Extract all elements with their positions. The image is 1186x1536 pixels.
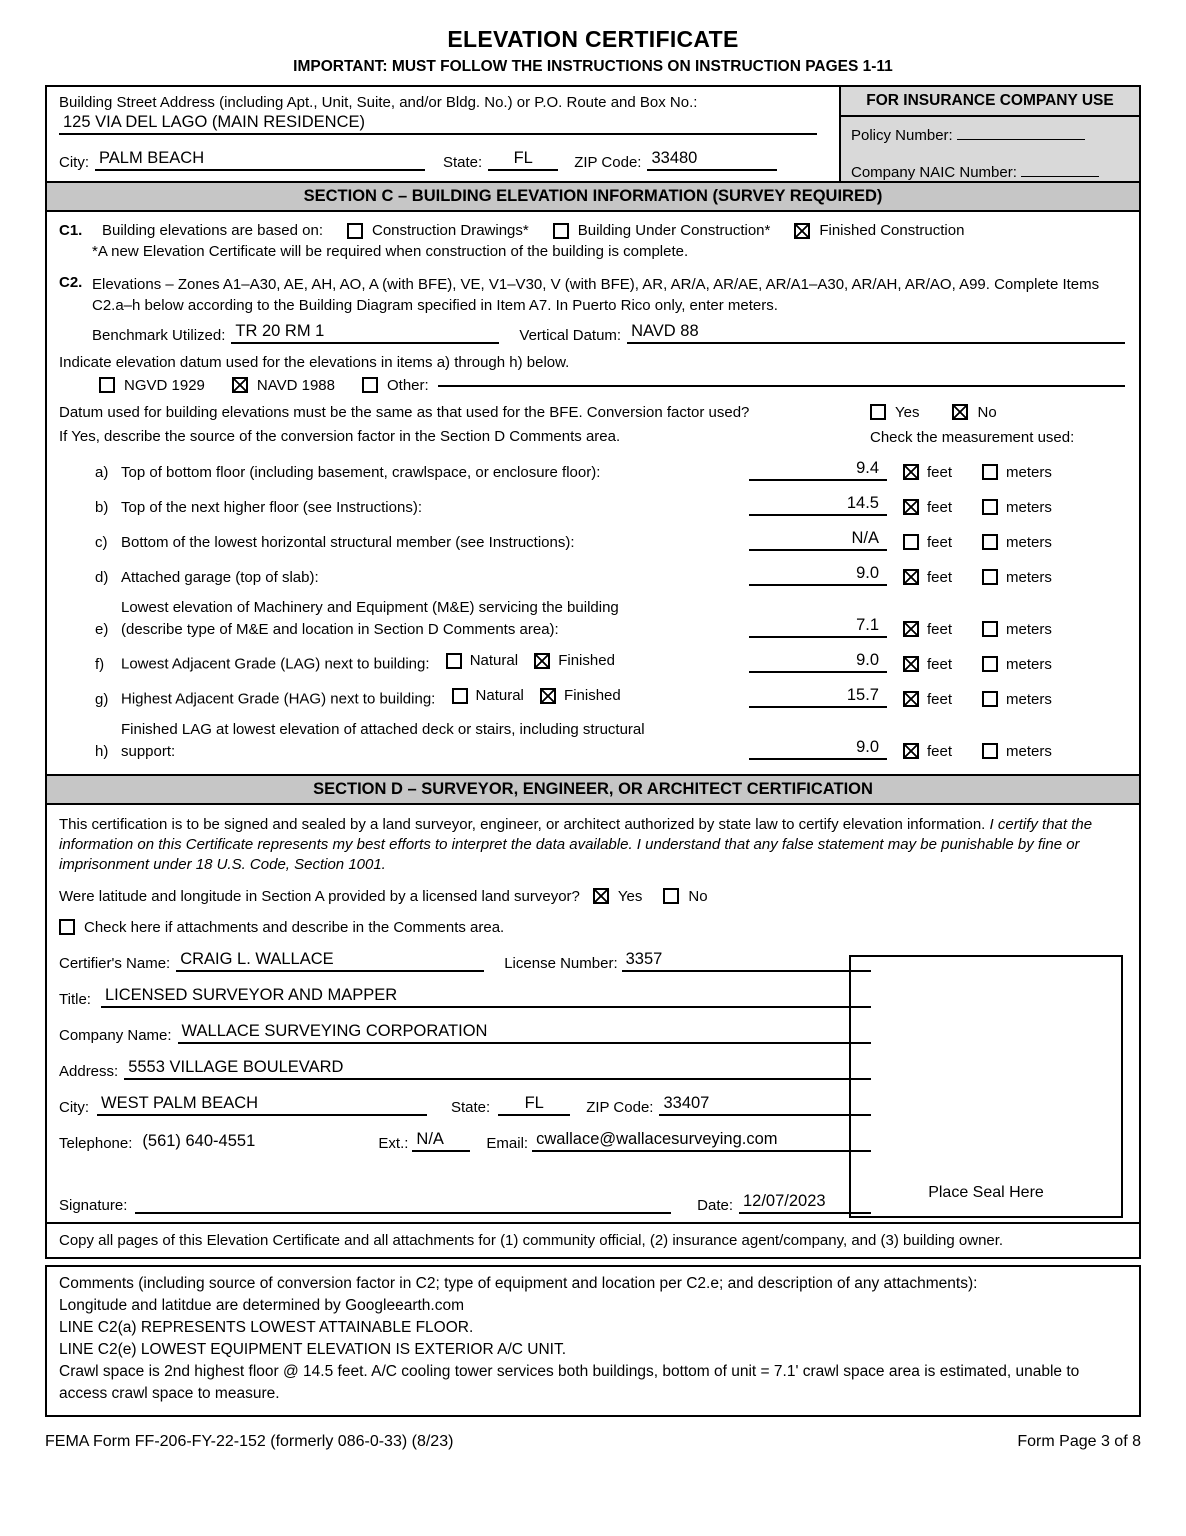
address-box (45, 85, 1141, 183)
attachments-label: Check here if attachments and describe in the Comments area. (84, 918, 505, 936)
city-field[interactable]: PALM BEACH (95, 149, 425, 171)
checkbox-row-d-feet[interactable] (903, 569, 919, 585)
checkbox-latlong-yes[interactable] (593, 888, 609, 904)
row-e-value-field[interactable]: 7.1 (749, 616, 887, 638)
checkbox-row-b-feet[interactable] (903, 499, 919, 515)
row-g-text: Highest Adjacent Grade (HAG) next to building: Natural Finished (121, 687, 621, 708)
checkbox-building-under-construction[interactable] (553, 223, 569, 239)
certification-paragraph (59, 815, 1127, 876)
page-footer (45, 1433, 1141, 1451)
telephone-field[interactable]: (561) 640-4551 (142, 1131, 256, 1150)
checkbox-construction-drawings[interactable] (347, 223, 363, 239)
navd-1988-label: NAVD 1988 (256, 376, 335, 394)
d-zip-label: ZIP Code: (586, 1098, 654, 1116)
certifier-fields (59, 950, 871, 1214)
d-state-field[interactable]: FL (498, 1094, 570, 1116)
comment-line: Longitude and latitdue are determined by Googleearth.com (59, 1296, 464, 1314)
insurance-company-box (839, 87, 1139, 181)
conversion-yes-label: Yes (895, 403, 920, 421)
state-field[interactable]: FL (488, 149, 558, 171)
checkbox-other-datum[interactable] (362, 377, 378, 393)
email-field[interactable]: cwallace@wallacesurveying.com (532, 1130, 871, 1152)
row-b-value-field[interactable]: 14.5 (749, 494, 887, 516)
naic-number-label: Company NAIC Number: (851, 164, 1017, 181)
copy-note: Copy all pages of this Elevation Certificate and all attachments for (1) community official, (2) insurance agent/company, and (3) building owner. (47, 1222, 1139, 1257)
row-f-meters-label: meters (1006, 655, 1052, 673)
checkbox-row-f-meters[interactable] (982, 656, 998, 672)
row-e-feet-label: feet (927, 620, 953, 638)
d-address-label: Address: (59, 1062, 119, 1080)
section-d-header: SECTION D – SURVEYOR, ENGINEER, OR ARCHITECT CERTIFICATION (45, 774, 1141, 805)
checkbox-latlong-no[interactable] (663, 888, 679, 904)
row-d-letter: d) (95, 568, 109, 586)
d-zip-field[interactable]: 33407 (659, 1094, 871, 1116)
d-state-label: State: (451, 1098, 491, 1116)
ext-label: Ext.: (378, 1134, 409, 1152)
policy-number-field[interactable] (957, 126, 1085, 140)
row-g-letter: g) (95, 690, 109, 708)
policy-number-label: Policy Number: (851, 127, 953, 144)
checkbox-ngvd-1929[interactable] (99, 377, 115, 393)
title-field[interactable]: LICENSED SURVEYOR AND MAPPER (101, 986, 871, 1008)
row-d-meters-label: meters (1006, 568, 1052, 586)
row-g-meters-label: meters (1006, 690, 1052, 708)
row-f-feet-label: feet (927, 655, 953, 673)
d-city-label: City: (59, 1098, 89, 1116)
checkbox-conversion-yes[interactable] (870, 404, 886, 420)
elevation-row-e (59, 599, 1125, 638)
c1-text: Building elevations are based on: (102, 222, 323, 239)
license-number-field[interactable]: 3357 (622, 950, 871, 972)
checkbox-row-e-feet[interactable] (903, 621, 919, 637)
conversion-line2: If Yes, describe the source of the conversion factor in the Section D Comments area. (59, 427, 621, 445)
checkbox-attachments[interactable] (59, 919, 75, 935)
naic-number-row (841, 154, 1139, 181)
row-f-text: Lowest Adjacent Grade (LAG) next to building: Natural Finished (121, 652, 615, 673)
policy-number-row (841, 117, 1139, 144)
checkbox-row-f-feet[interactable] (903, 656, 919, 672)
checkbox-row-b-meters[interactable] (982, 499, 998, 515)
row-f-finished-label: Finished (558, 652, 615, 670)
checkbox-row-g-natural[interactable] (452, 688, 468, 704)
signature-field[interactable] (135, 1211, 671, 1214)
street-address-field[interactable]: 125 VIA DEL LAGO (MAIN RESIDENCE) (59, 113, 817, 135)
row-f-value-field[interactable]: 9.0 (749, 651, 887, 673)
checkbox-row-a-feet[interactable] (903, 464, 919, 480)
row-g-finished-label: Finished (564, 687, 621, 705)
certifier-name-label: Certifier's Name: (59, 954, 171, 972)
row-c-text: Bottom of the lowest horizontal structural member (see Instructions): (121, 533, 575, 551)
elevation-row-b (59, 494, 1125, 516)
latlong-question-row (59, 888, 1127, 905)
c1-row (59, 222, 1125, 239)
elevation-row-h (59, 721, 1125, 760)
measurement-note: Check the measurement used: (870, 428, 1075, 446)
date-label: Date: (697, 1196, 733, 1214)
row-a-value-field[interactable]: 9.4 (749, 459, 887, 481)
certifier-name-field[interactable]: CRAIG L. WALLACE (176, 950, 484, 972)
attachments-row (59, 919, 1127, 936)
checkbox-row-h-meters[interactable] (982, 743, 998, 759)
elevation-row-g (59, 686, 1125, 708)
seal-box (849, 955, 1123, 1218)
other-datum-field[interactable] (438, 384, 1125, 387)
elevation-row-d (59, 564, 1125, 586)
d-city-field[interactable]: WEST PALM BEACH (97, 1094, 427, 1116)
row-d-feet-label: feet (927, 568, 953, 586)
conversion-no-label: No (977, 403, 997, 421)
row-d-text: Attached garage (top of slab): (121, 568, 319, 586)
insurance-box-header: FOR INSURANCE COMPANY USE (841, 87, 1139, 117)
indicate-datum-text: Indicate elevation datum used for the elevations in items a) through h) below. (59, 353, 570, 371)
company-name-label: Company Name: (59, 1026, 172, 1044)
row-g-value-field[interactable]: 15.7 (749, 686, 887, 708)
checkbox-finished-construction[interactable] (794, 223, 810, 239)
conversion-text (59, 404, 870, 446)
conversion-block (59, 404, 1125, 446)
latlong-no-label: No (688, 887, 708, 905)
row-d-value-field[interactable]: 9.0 (749, 564, 887, 586)
elevation-row-f (59, 651, 1125, 673)
row-f-natural-label: Natural (469, 652, 519, 670)
row-h-letter: h) (95, 742, 109, 760)
row-e-text: Lowest elevation of Machinery and Equipment (M&E) servicing the building (describe type of M&E and location in Section D Comments area): (121, 598, 619, 638)
comment-line: LINE C2(a) REPRESENTS LOWEST ATTAINABLE FLOOR. (59, 1318, 474, 1336)
finished-construction-label: Finished Construction (819, 222, 965, 239)
row-a-meters-label: meters (1006, 463, 1052, 481)
certification-text-italic: I certify that the information on this Certificate represents my best efforts to interpret the data available. I understand that any false statement may be punishable by fine or imprisonment under 18 U.S. Code, Section 1001. (59, 815, 1093, 874)
section-c-body (45, 210, 1141, 776)
row-b-letter: b) (95, 498, 109, 516)
telephone-label: Telephone: (59, 1134, 133, 1152)
ngvd-1929-label: NGVD 1929 (124, 376, 205, 394)
naic-number-field[interactable] (1021, 163, 1099, 177)
row-h-meters-label: meters (1006, 742, 1052, 760)
c1-note: *A new Elevation Certificate will be required when construction of the building is complete. (92, 243, 689, 260)
certification-text-regular: This certification is to be signed and sealed by a land surveyor, engineer, or architect authorized by state law to certify elevation information. (59, 815, 990, 833)
checkbox-row-f-finished[interactable] (534, 653, 550, 669)
vertical-datum-label: Vertical Datum: (519, 326, 622, 344)
date-field[interactable]: 12/07/2023 (739, 1192, 871, 1214)
comments-label: Comments (including source of conversion factor in C2; type of equipment and location per C2.e; and description of any attachments): (59, 1274, 978, 1292)
latlong-yes-label: Yes (617, 887, 643, 905)
section-d-body (45, 803, 1141, 1259)
license-number-label: License Number: (504, 954, 618, 972)
zip-field[interactable]: 33480 (647, 149, 777, 171)
checkbox-navd-1988[interactable] (232, 377, 248, 393)
benchmark-field[interactable]: TR 20 RM 1 (231, 322, 499, 344)
page-subtitle: IMPORTANT: MUST FOLLOW THE INSTRUCTIONS ON INSTRUCTION PAGES 1-11 (293, 58, 893, 75)
benchmark-row (92, 322, 1125, 344)
building-under-construction-label: Building Under Construction* (577, 222, 771, 239)
row-c-value-field[interactable]: N/A (749, 529, 887, 551)
comment-line: LINE C2(e) LOWEST EQUIPMENT ELEVATION IS EXTERIOR A/C UNIT. (59, 1340, 567, 1358)
section-c-header: SECTION C – BUILDING ELEVATION INFORMATION (SURVEY REQUIRED) (45, 181, 1141, 212)
row-c-meters-label: meters (1006, 533, 1052, 551)
c1-option-building-under-construction (553, 222, 771, 239)
footer-form-number: FEMA Form FF-206-FY-22-152 (formerly 086-0-33) (8/23) (45, 1432, 454, 1450)
checkbox-row-e-meters[interactable] (982, 621, 998, 637)
row-a-text: Top of bottom floor (including basement, crawlspace, or enclosure floor): (121, 463, 601, 481)
other-datum-label: Other: (386, 376, 429, 394)
checkbox-row-a-meters[interactable] (982, 464, 998, 480)
zip-label: ZIP Code: (574, 153, 642, 171)
indicate-datum-options (99, 377, 1125, 394)
footer-page-number: Form Page 3 of 8 (1017, 1432, 1141, 1450)
benchmark-label: Benchmark Utilized: (92, 326, 226, 344)
title-label: Title: (59, 990, 91, 1008)
row-c-feet-label: feet (927, 533, 953, 551)
row-b-meters-label: meters (1006, 498, 1052, 516)
row-g-feet-label: feet (927, 690, 953, 708)
company-name-field[interactable]: WALLACE SURVEYING CORPORATION (178, 1022, 871, 1044)
checkbox-row-c-feet[interactable] (903, 534, 919, 550)
comments-box[interactable] (45, 1265, 1141, 1417)
page-title: ELEVATION CERTIFICATE (447, 26, 739, 52)
row-h-value-field[interactable]: 9.0 (749, 738, 887, 760)
checkbox-row-d-meters[interactable] (982, 569, 998, 585)
vertical-datum-field[interactable]: NAVD 88 (627, 322, 1125, 344)
c2-text: Elevations – Zones A1–A30, AE, AH, AO, A (with BFE), VE, V1–V30, V (with BFE), AR, AR/A, AR/AE, AR/A1–A30, AR/AH, AR/AO, A99. Complete Items C2.a–h below according to the Building Diagram specified in Item A7. In Puerto Rico only, enter meters. (92, 276, 1100, 314)
checkbox-row-f-natural[interactable] (446, 653, 462, 669)
state-label: State: (443, 153, 483, 171)
row-b-text: Top of the next higher floor (see Instructions): (121, 498, 422, 516)
row-h-text: Finished LAG at lowest elevation of attached deck or stairs, including structural support: (121, 720, 645, 760)
checkbox-conversion-no[interactable] (952, 404, 968, 420)
checkbox-row-h-feet[interactable] (903, 743, 919, 759)
row-f-letter: f) (95, 655, 105, 673)
conversion-line1: Datum used for building elevations must be the same as that used for the BFE. Conversion factor used? (59, 403, 750, 421)
elevation-row-a (59, 459, 1125, 481)
ext-field[interactable]: N/A (412, 1130, 470, 1152)
place-seal-here-label: Place Seal Here (928, 1183, 1044, 1201)
checkbox-row-g-meters[interactable] (982, 691, 998, 707)
comment-line: Crawl space is 2nd highest floor @ 14.5 feet. A/C cooling tower services both buildings, bottom of unit = 7.1' crawl space area is estimated, unable to access crawl space to measure. (59, 1362, 1080, 1402)
row-e-letter: e) (95, 620, 109, 638)
d-address-field[interactable]: 5553 VILLAGE BOULEVARD (124, 1058, 871, 1080)
email-label: Email: (486, 1134, 529, 1152)
c1-option-finished-construction (794, 222, 964, 239)
elevation-row-c (59, 529, 1125, 551)
row-h-feet-label: feet (927, 742, 953, 760)
row-e-meters-label: meters (1006, 620, 1052, 638)
signature-label: Signature: (59, 1196, 128, 1214)
c2-row (59, 274, 1125, 316)
row-b-feet-label: feet (927, 498, 953, 516)
row-a-letter: a) (95, 463, 109, 481)
c1-option-construction-drawings (347, 222, 529, 239)
c1-letter: C1. (59, 222, 83, 239)
checkbox-row-g-feet[interactable] (903, 691, 919, 707)
latlong-question: Were latitude and longitude in Section A provided by a licensed land surveyor? (59, 887, 580, 905)
row-c-letter: c) (95, 533, 108, 551)
checkbox-row-c-meters[interactable] (982, 534, 998, 550)
c2-letter: C2. (59, 274, 83, 291)
conversion-right (870, 404, 1125, 446)
row-g-natural-label: Natural (475, 687, 524, 705)
construction-drawings-label: Construction Drawings* (372, 222, 529, 239)
street-address-label: Building Street Address (including Apt., Unit, Suite, and/or Bldg. No.) or P.O. Route and Box No.: (59, 94, 698, 111)
row-a-feet-label: feet (927, 463, 953, 481)
city-label: City: (59, 153, 89, 171)
checkbox-row-g-finished[interactable] (540, 688, 556, 704)
